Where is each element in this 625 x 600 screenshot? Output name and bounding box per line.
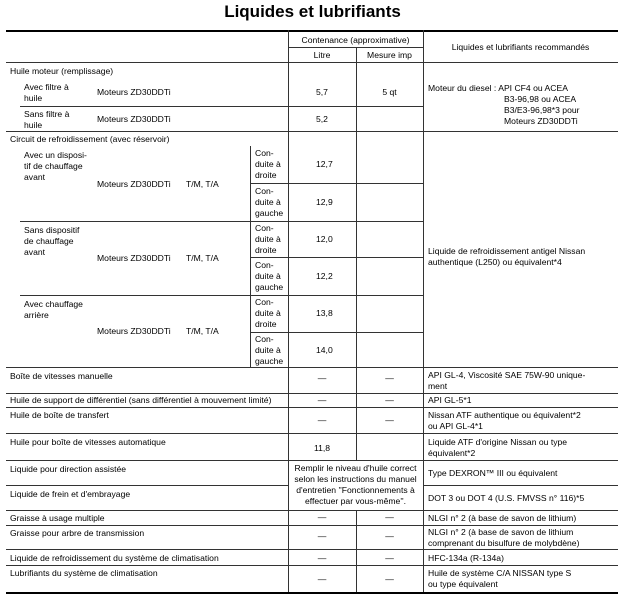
row-label: Boîte de vitesses manuelle — [10, 371, 113, 381]
trans-label: T/M, T/A — [186, 179, 219, 189]
recommendation-text: Liquide de refroidissement antigel Nissan — [428, 246, 586, 256]
row-label: Circuit de refroidissement (avec réservoir) — [10, 134, 170, 144]
recommendation-text: DOT 3 ou DOT 4 (U.S. FMVSS n° 116)*5 — [428, 493, 585, 503]
recommendation-text: Moteurs ZD30DDTi — [504, 116, 578, 126]
drive-label: Con- — [255, 186, 274, 196]
value-litre: 12,9 — [316, 197, 333, 207]
row-rule — [6, 525, 618, 526]
header-contenance: Contenance (approximative) — [301, 35, 410, 45]
recommendation-text: NLGI n° 2 (à base de savon de lithium) — [428, 513, 577, 523]
header-bottom-rule — [6, 62, 618, 63]
sub-label: Avec chauffage — [24, 299, 83, 309]
row-rule — [250, 332, 423, 333]
drive-label: duite à — [255, 345, 281, 355]
model-label: Moteurs ZD30DDTi — [97, 253, 171, 263]
row-rule — [6, 131, 618, 132]
recommendation-text: Moteur du diesel : API CF4 ou ACEA — [428, 83, 568, 93]
value-imp: — — [385, 574, 394, 584]
recommendation-text: ment — [428, 381, 448, 391]
row-label: Liquide de frein et d'embrayage — [10, 489, 131, 499]
sub-label: huile — [24, 93, 43, 103]
recommendation-text: Liquide ATF d'origine Nissan ou type — [428, 437, 568, 447]
row-rule — [20, 221, 423, 222]
row-rule — [423, 485, 618, 486]
row-label: Liquide de refroidissement du système de climatisation — [10, 553, 219, 563]
remplir-note: effectuer par vous-même''. — [304, 496, 407, 506]
value-imp: 5 qt — [382, 87, 397, 97]
recommendation-text: API GL-5*1 — [428, 395, 472, 405]
sub-label: Avec filtre à — [24, 82, 69, 92]
sub-label: de chauffage — [24, 236, 74, 246]
recommendation-text: API GL-4, Viscosité SAE 75W-90 unique- — [428, 370, 586, 380]
sub-label: avant — [24, 247, 46, 257]
recommendation-text: HFC-134a (R-134a) — [428, 553, 504, 563]
value-litre: 11,8 — [313, 443, 331, 453]
row-rule — [6, 393, 618, 394]
header-mesure-imp: Mesure imp — [367, 50, 412, 60]
drive-label: gauche — [255, 282, 284, 292]
recommendation-text: Type DEXRON™ III ou équivalent — [428, 468, 558, 478]
value-litre: 5,7 — [316, 87, 328, 97]
model-label: Moteurs ZD30DDTi — [97, 87, 171, 97]
value-imp: — — [385, 553, 394, 563]
model-label: Moteurs ZD30DDTi — [97, 179, 171, 189]
row-rule — [6, 460, 618, 461]
drive-label: duite à — [255, 159, 281, 169]
header-recommandes: Liquides et lubrifiants recommandés — [451, 42, 590, 52]
row-label: Huile de boîte de transfert — [10, 410, 109, 420]
remplir-note: selon les instructions du manuel — [294, 474, 417, 484]
row-label: Huile de support de différentiel (sans différentiel à mouvement limité) — [10, 395, 272, 405]
sub-label: arrière — [24, 310, 49, 320]
drive-label: duite à — [255, 308, 281, 318]
recommendation-text: Nissan ATF authentique ou équivalent*2 — [428, 410, 581, 420]
value-imp: — — [385, 395, 394, 405]
row-rule — [6, 510, 618, 511]
row-rule — [6, 407, 618, 408]
recommendation-text: Huile de système C/A NISSAN type S — [428, 568, 572, 578]
recommendation-text: B3-96,98 ou ACEA — [504, 94, 577, 104]
row-rule — [6, 549, 618, 550]
value-litre: 12,2 — [316, 271, 333, 281]
sub-label: tif de chauffage — [24, 161, 83, 171]
drive-label: Con- — [255, 260, 274, 270]
row-rule — [6, 565, 618, 566]
row-rule — [6, 433, 618, 434]
value-litre: 14,0 — [316, 345, 333, 355]
remplir-note: Remplir le niveau d'huile correct — [294, 463, 417, 473]
value-litre: 5,2 — [316, 114, 328, 124]
sub-label: Avec un disposi- — [24, 150, 87, 160]
value-litre: 12,0 — [316, 234, 333, 244]
value-litre: — — [317, 574, 327, 584]
recommendation-text: B3/E3-96,98*3 pour — [504, 105, 580, 115]
row-label: Huile moteur (remplissage) — [10, 66, 114, 76]
row-label: Liquide pour direction assistée — [10, 464, 127, 474]
remplir-note: d'entretien ''Fonctionnements à — [296, 485, 415, 495]
value-litre: — — [317, 373, 327, 383]
drive-label: duite à — [255, 271, 281, 281]
row-label: Huile pour boîte de vitesses automatique — [10, 437, 166, 447]
recommendation-text: comprenant du bisulfure de molybdène) — [428, 538, 580, 548]
value-litre: — — [317, 531, 327, 541]
recommendation-text: ou API GL-4*1 — [428, 421, 483, 431]
table-top-rule — [6, 30, 618, 32]
drive-label: droite — [255, 245, 277, 255]
sub-label: avant — [24, 172, 46, 182]
drive-label: Con- — [255, 297, 274, 307]
drive-label: Con- — [255, 334, 274, 344]
drive-label: Con- — [255, 148, 274, 158]
sub-label: Sans filtre à — [24, 109, 70, 119]
row-rule — [20, 295, 423, 296]
value-imp: — — [385, 531, 394, 541]
row-label: Graisse à usage multiple — [10, 513, 105, 523]
trans-label: T/M, T/A — [186, 253, 219, 263]
page-title: Liquides et lubrifiants — [224, 2, 401, 21]
value-litre: — — [317, 553, 327, 563]
column-rule — [250, 146, 251, 367]
row-label: Lubrifiants du système de climatisation — [10, 568, 158, 578]
value-litre: — — [317, 512, 327, 522]
drive-label: duite à — [255, 197, 281, 207]
sub-label: huile — [24, 120, 43, 130]
column-rule — [423, 30, 424, 592]
drive-label: gauche — [255, 208, 284, 218]
drive-label: duite à — [255, 234, 281, 244]
recommendation-text: équivalent*2 — [428, 448, 476, 458]
model-label: Moteurs ZD30DDTi — [97, 326, 171, 336]
value-imp: — — [385, 373, 394, 383]
trans-label: T/M, T/A — [186, 326, 219, 336]
drive-label: Con- — [255, 223, 274, 233]
value-litre: — — [317, 415, 327, 425]
drive-label: gauche — [255, 356, 284, 366]
row-rule — [6, 367, 618, 368]
value-litre: 13,8 — [316, 308, 333, 318]
row-rule — [6, 485, 288, 486]
drive-label: droite — [255, 170, 277, 180]
row-rule — [20, 106, 423, 107]
table-bottom-rule — [6, 592, 618, 594]
row-rule — [250, 257, 423, 258]
header-litre: Litre — [313, 50, 331, 60]
value-imp: — — [385, 415, 394, 425]
value-litre: 12,7 — [316, 159, 333, 169]
sub-label: Sans dispositif — [24, 225, 80, 235]
row-label: Graisse pour arbre de transmission — [10, 528, 145, 538]
recommendation-text: NLGI n° 2 (à base de savon de lithium — [428, 527, 574, 537]
value-litre: — — [317, 395, 327, 405]
drive-label: droite — [255, 319, 277, 329]
recommendation-text: authentique (L250) ou équivalent*4 — [428, 257, 562, 267]
recommendation-text: ou type équivalent — [428, 579, 498, 589]
row-rule — [250, 183, 423, 184]
value-imp: — — [385, 512, 394, 522]
model-label: Moteurs ZD30DDTi — [97, 114, 171, 124]
